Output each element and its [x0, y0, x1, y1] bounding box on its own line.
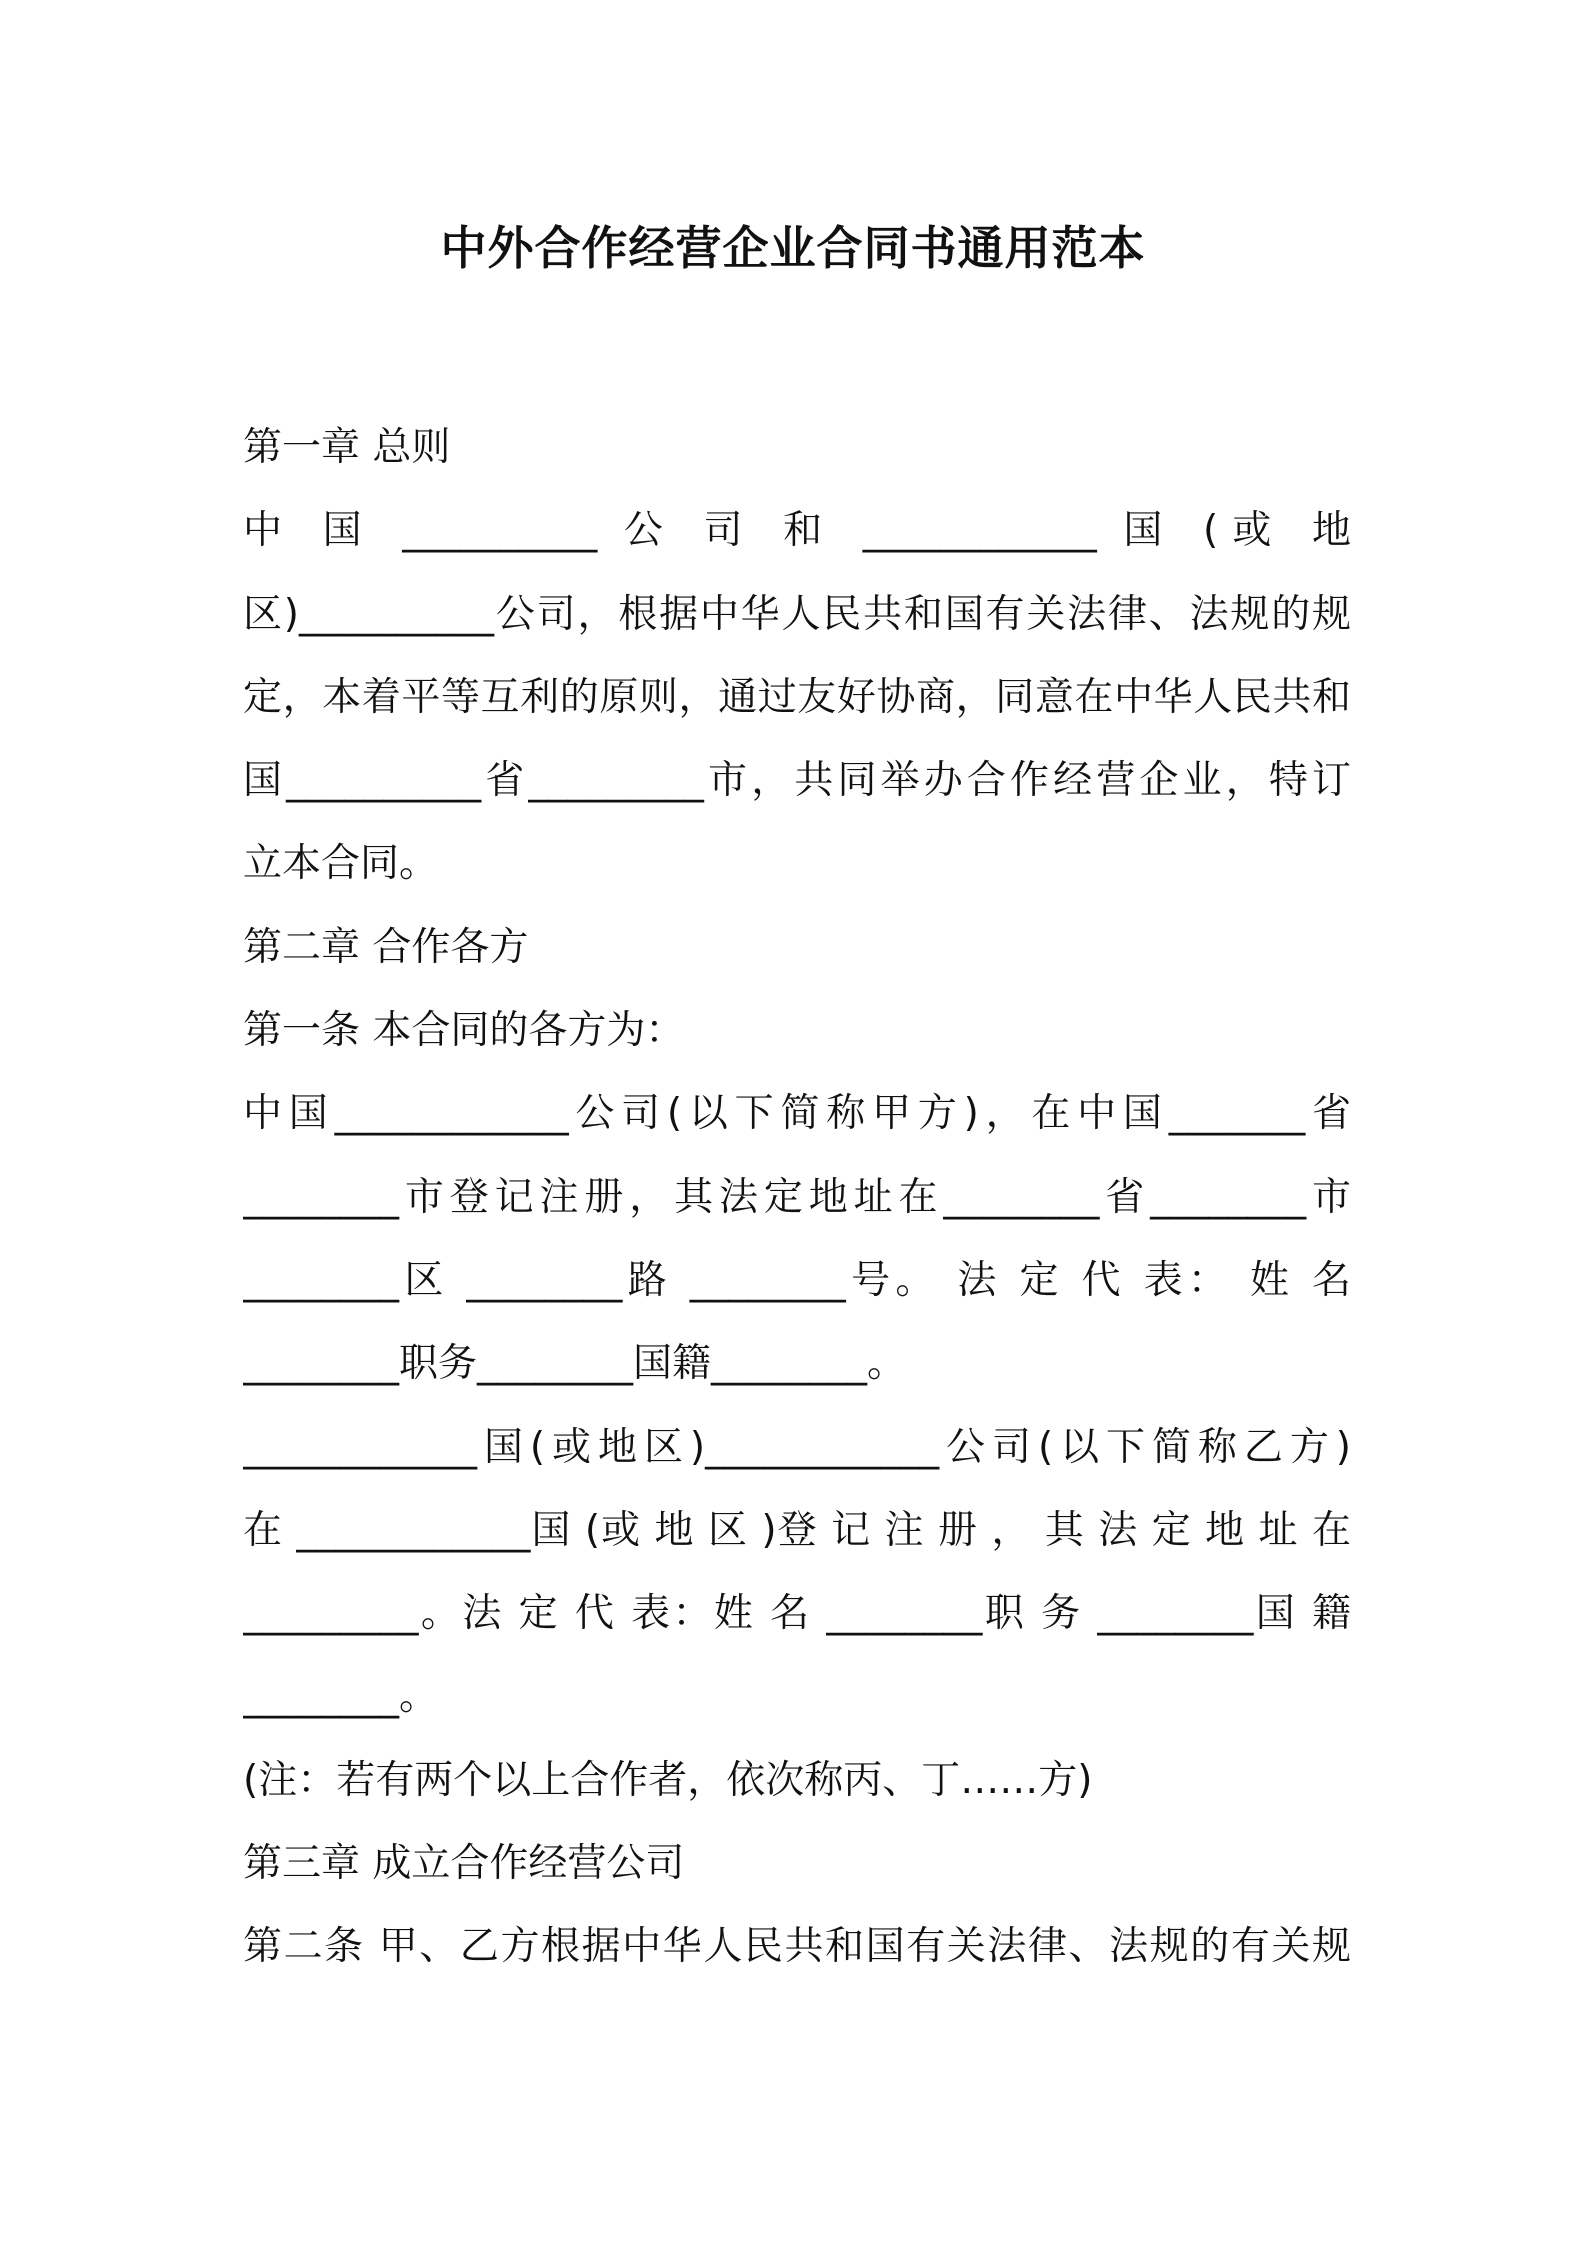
paragraph-line: _________。法 定 代 表：姓 名 ________职 务 ________国 籍 [243, 1591, 1351, 1637]
paragraph-line: 区)__________公司，根据中华人民共和国有关法律、法规的规 [243, 591, 1351, 637]
document-title: 中外合作经营企业合同书通用范本 [440, 221, 1146, 275]
paragraph-line: 国__________省_________市，共同举办合作经营企业，特订 [243, 758, 1351, 804]
paragraph-line: ____________国(或地区)____________公司(以下简称乙方) [243, 1424, 1351, 1470]
note-line: (注：若有两个以上合作者，依次称丙、丁……方) [243, 1757, 1093, 1803]
chapter-heading: 第一章 总则 [243, 425, 451, 470]
paragraph-line: 立本合同。 [243, 841, 439, 887]
paragraph-line: ________区 ________路 ________号。 法 定 代 表： 姓 名 [243, 1257, 1351, 1303]
paragraph-line: ________市登记注册，其法定地址在________省________市 [243, 1174, 1351, 1220]
paragraph-line: 定，本着平等互利的原则，通过友好协商，同意在中华人民共和 [243, 674, 1351, 720]
article-heading: 第一条 本合同的各方为： [243, 1008, 685, 1054]
paragraph-line: ________。 [243, 1674, 439, 1720]
paragraph-line: 中国____________公司(以下简称甲方)，在中国_______省 [243, 1091, 1351, 1137]
chapter-heading: 第二章 合作各方 [243, 924, 529, 970]
paragraph-line: 中 国 __________ 公 司 和 ____________ 国 (或 地 [243, 508, 1351, 554]
paragraph-line: 在 ____________国 (或 地 区 )登 记 注 册 ， 其 法 定 地 址 在 [243, 1507, 1351, 1553]
article-heading: 第二条 甲、乙方根据中华人民共和国有关法律、法规的有关规 [243, 1924, 1351, 1970]
paragraph-line: ________职务________国籍________。 [243, 1341, 907, 1387]
chapter-heading: 第三章 成立合作经营公司 [243, 1841, 685, 1887]
document-body [243, 406, 1351, 1989]
